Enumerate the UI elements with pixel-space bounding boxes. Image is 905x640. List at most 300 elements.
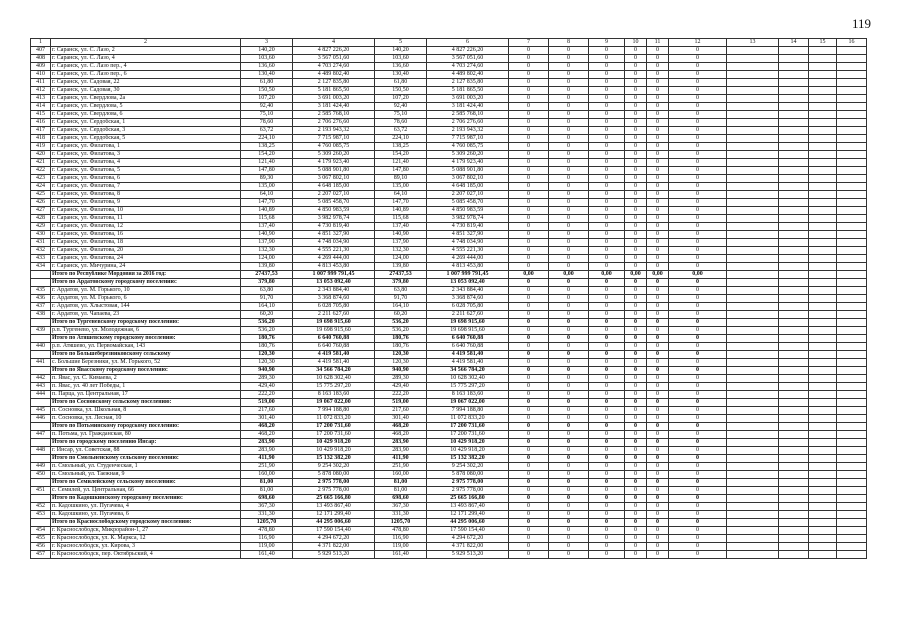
value-cell: 137,40: [375, 223, 427, 231]
value-cell: 0,00: [589, 271, 625, 279]
table-row: [31, 159, 867, 167]
value-cell: 0: [625, 535, 647, 543]
value-cell: 4 730 819,40: [427, 223, 509, 231]
value-cell: [837, 415, 867, 423]
value-cell: 940,90: [241, 367, 293, 375]
value-cell: 0: [647, 63, 669, 71]
value-cell: 0: [509, 295, 549, 303]
value-cell: 0,00: [625, 271, 647, 279]
value-cell: 0: [509, 207, 549, 215]
value-cell: 7 715 987,10: [293, 135, 375, 143]
value-cell: 0: [647, 311, 669, 319]
table-row: [31, 383, 867, 391]
value-cell: 0: [549, 455, 589, 463]
value-cell: 19 698 915,60: [427, 319, 509, 327]
value-cell: 0: [549, 111, 589, 119]
value-cell: 0: [669, 375, 727, 383]
value-cell: 0: [647, 167, 669, 175]
value-cell: 0: [549, 495, 589, 503]
value-cell: 140,90: [241, 231, 293, 239]
value-cell: [837, 191, 867, 199]
value-cell: [809, 479, 837, 487]
value-cell: 0: [589, 79, 625, 87]
value-cell: 0: [647, 503, 669, 511]
value-cell: [837, 223, 867, 231]
page-number: 119: [851, 16, 871, 31]
column-header: 3: [241, 39, 293, 47]
value-cell: 0: [669, 231, 727, 239]
value-cell: 119,00: [375, 543, 427, 551]
value-cell: 0: [589, 231, 625, 239]
value-cell: 0: [509, 71, 549, 79]
value-cell: 0: [647, 239, 669, 247]
value-cell: [727, 199, 779, 207]
value-cell: 0: [669, 447, 727, 455]
value-cell: [727, 399, 779, 407]
row-number-cell: 439: [31, 327, 51, 335]
value-cell: 0: [549, 303, 589, 311]
value-cell: [837, 551, 867, 559]
value-cell: 0: [625, 87, 647, 95]
value-cell: 0: [669, 143, 727, 151]
table-row: [31, 295, 867, 303]
value-cell: [809, 351, 837, 359]
row-number-cell: 424: [31, 183, 51, 191]
value-cell: 0: [509, 79, 549, 87]
value-cell: [779, 47, 809, 55]
column-header: 15: [809, 39, 837, 47]
value-cell: [727, 255, 779, 263]
row-number-cell: [31, 519, 51, 527]
value-cell: 0: [625, 119, 647, 127]
value-cell: 6 640 760,88: [427, 335, 509, 343]
value-cell: [779, 415, 809, 423]
value-cell: [727, 495, 779, 503]
value-cell: [779, 359, 809, 367]
value-cell: [779, 439, 809, 447]
value-cell: 0: [589, 543, 625, 551]
value-cell: [779, 399, 809, 407]
row-number-cell: 451: [31, 487, 51, 495]
table-row: [31, 199, 867, 207]
value-cell: 3 368 874,60: [427, 295, 509, 303]
value-cell: 0: [589, 463, 625, 471]
value-cell: 0: [625, 295, 647, 303]
value-cell: 92,40: [375, 103, 427, 111]
value-cell: [837, 455, 867, 463]
value-cell: [809, 455, 837, 463]
value-cell: [779, 487, 809, 495]
value-cell: 5 088 901,80: [427, 167, 509, 175]
value-cell: 0: [625, 431, 647, 439]
value-cell: 13 053 092,40: [293, 279, 375, 287]
value-cell: 0,00: [509, 271, 549, 279]
value-cell: 0: [625, 71, 647, 79]
value-cell: [809, 191, 837, 199]
value-cell: 2 706 276,60: [293, 119, 375, 127]
value-cell: 0: [647, 247, 669, 255]
value-cell: 0: [509, 215, 549, 223]
column-header: 6: [427, 39, 509, 47]
value-cell: 0: [669, 543, 727, 551]
table-total-row: [31, 399, 867, 407]
value-cell: 0: [549, 247, 589, 255]
value-cell: [837, 423, 867, 431]
value-cell: 0: [509, 63, 549, 71]
value-cell: 0: [625, 47, 647, 55]
value-cell: 0: [647, 343, 669, 351]
value-cell: 124,00: [375, 255, 427, 263]
value-cell: [837, 127, 867, 135]
value-cell: 0: [549, 199, 589, 207]
value-cell: 0: [669, 359, 727, 367]
value-cell: 5 878 080,00: [427, 471, 509, 479]
row-number-cell: [31, 455, 51, 463]
value-cell: [779, 311, 809, 319]
value-cell: [727, 207, 779, 215]
value-cell: 4 703 274,60: [293, 63, 375, 71]
value-cell: 0: [647, 287, 669, 295]
value-cell: 0: [589, 295, 625, 303]
value-cell: 4 813 453,80: [293, 263, 375, 271]
value-cell: [779, 63, 809, 71]
value-cell: [837, 479, 867, 487]
column-header: 1: [31, 39, 51, 47]
value-cell: [809, 543, 837, 551]
value-cell: [809, 55, 837, 63]
value-cell: [727, 487, 779, 495]
value-cell: 180,76: [375, 343, 427, 351]
value-cell: 0: [647, 447, 669, 455]
row-number-cell: 441: [31, 359, 51, 367]
value-cell: 0: [647, 151, 669, 159]
value-cell: 6 640 760,88: [427, 343, 509, 351]
value-cell: 0: [549, 167, 589, 175]
row-number-cell: 407: [31, 47, 51, 55]
value-cell: [779, 327, 809, 335]
value-cell: 0: [589, 55, 625, 63]
value-cell: [809, 527, 837, 535]
value-cell: 0: [589, 151, 625, 159]
value-cell: 0: [509, 119, 549, 127]
row-number-cell: 437: [31, 303, 51, 311]
value-cell: 0: [669, 551, 727, 559]
address-cell: п. Кадошкино, ул. Пугачева, 6: [51, 511, 241, 519]
value-cell: 0: [625, 223, 647, 231]
value-cell: 150,50: [241, 87, 293, 95]
value-cell: [809, 495, 837, 503]
value-cell: 17 200 731,60: [427, 423, 509, 431]
value-cell: 0: [625, 79, 647, 87]
table-row: [31, 191, 867, 199]
column-header: 9: [589, 39, 625, 47]
table-row: [31, 447, 867, 455]
value-cell: 468,20: [375, 423, 427, 431]
value-cell: 0: [589, 287, 625, 295]
value-cell: [809, 399, 837, 407]
value-cell: [837, 63, 867, 71]
value-cell: 0: [549, 391, 589, 399]
value-cell: 217,60: [375, 407, 427, 415]
value-cell: 180,76: [241, 335, 293, 343]
value-cell: [809, 103, 837, 111]
table-row: [31, 111, 867, 119]
value-cell: 0: [625, 231, 647, 239]
table-row: [31, 343, 867, 351]
value-cell: 0: [589, 143, 625, 151]
value-cell: 0: [509, 463, 549, 471]
table-row: [31, 263, 867, 271]
value-cell: 0: [647, 327, 669, 335]
value-cell: 301,40: [241, 415, 293, 423]
value-cell: 154,20: [241, 151, 293, 159]
value-cell: 519,00: [375, 399, 427, 407]
value-cell: 0: [549, 255, 589, 263]
value-cell: [809, 263, 837, 271]
value-cell: 536,20: [375, 327, 427, 335]
value-cell: 2 207 027,10: [427, 191, 509, 199]
value-cell: [727, 511, 779, 519]
value-cell: 0: [647, 55, 669, 63]
value-cell: 160,00: [241, 471, 293, 479]
value-cell: 0: [647, 127, 669, 135]
value-cell: 0: [647, 551, 669, 559]
value-cell: 0: [669, 119, 727, 127]
value-cell: 4 419 581,40: [427, 359, 509, 367]
address-cell: Итого по Потьминскому городскому поселению:: [51, 423, 241, 431]
value-cell: 0: [625, 375, 647, 383]
value-cell: [809, 143, 837, 151]
value-cell: 0: [549, 95, 589, 103]
value-cell: 4 269 444,00: [293, 255, 375, 263]
value-cell: 0: [647, 263, 669, 271]
table-total-row: [31, 479, 867, 487]
address-cell: Итого по Смольненскому сельскому поселению:: [51, 455, 241, 463]
address-cell: п. Явас, ул. С. Кимаева, 2: [51, 375, 241, 383]
value-cell: 78,60: [375, 119, 427, 127]
value-cell: [779, 119, 809, 127]
value-cell: 536,20: [241, 327, 293, 335]
value-cell: [809, 423, 837, 431]
table-total-row: [31, 279, 867, 287]
value-cell: 0: [509, 351, 549, 359]
value-cell: 379,80: [375, 279, 427, 287]
value-cell: [779, 303, 809, 311]
value-cell: 81,00: [375, 487, 427, 495]
value-cell: 0: [625, 311, 647, 319]
value-cell: 180,76: [375, 335, 427, 343]
value-cell: 5 085 458,70: [293, 199, 375, 207]
value-cell: 0: [509, 471, 549, 479]
value-cell: 0: [589, 159, 625, 167]
value-cell: 0: [625, 367, 647, 375]
value-cell: [727, 79, 779, 87]
value-cell: 140,89: [375, 207, 427, 215]
value-cell: 2 975 778,00: [427, 487, 509, 495]
value-cell: 4 555 221,30: [427, 247, 509, 255]
value-cell: 0: [669, 527, 727, 535]
value-cell: 0: [669, 319, 727, 327]
address-cell: г. Саранск, ул. С. Лазо пер., 6: [51, 71, 241, 79]
value-cell: 0: [669, 95, 727, 103]
address-cell: г. Саранск, ул. Филатова, 7: [51, 183, 241, 191]
value-cell: [779, 127, 809, 135]
value-cell: 0: [509, 111, 549, 119]
value-cell: 1205,70: [241, 519, 293, 527]
value-cell: 468,20: [241, 423, 293, 431]
row-number-cell: [31, 399, 51, 407]
value-cell: 0: [647, 135, 669, 143]
value-cell: 0: [549, 287, 589, 295]
value-cell: [779, 167, 809, 175]
value-cell: 0: [589, 471, 625, 479]
value-cell: [837, 343, 867, 351]
value-cell: 135,00: [241, 183, 293, 191]
value-cell: 0: [509, 255, 549, 263]
value-cell: [837, 543, 867, 551]
value-cell: [727, 439, 779, 447]
value-cell: 19 698 915,60: [427, 327, 509, 335]
row-number-cell: 422: [31, 167, 51, 175]
value-cell: 61,80: [375, 79, 427, 87]
value-cell: 138,25: [375, 143, 427, 151]
value-cell: 0: [549, 415, 589, 423]
value-cell: 2 975 778,00: [293, 479, 375, 487]
address-cell: Итого по Большеберезниковскому сельскому: [51, 351, 241, 359]
value-cell: 0: [625, 463, 647, 471]
value-cell: 3 181 424,40: [427, 103, 509, 111]
value-cell: [809, 87, 837, 95]
value-cell: 0: [625, 103, 647, 111]
value-cell: 0: [669, 215, 727, 223]
value-cell: [727, 335, 779, 343]
value-cell: 4 851 327,90: [427, 231, 509, 239]
value-cell: 429,40: [241, 383, 293, 391]
value-cell: 0: [589, 399, 625, 407]
value-cell: 107,20: [241, 95, 293, 103]
value-cell: 0: [625, 287, 647, 295]
value-cell: [809, 335, 837, 343]
value-cell: 17 590 154,40: [293, 527, 375, 535]
value-cell: 0: [509, 487, 549, 495]
value-cell: 0: [647, 455, 669, 463]
table-row: [31, 543, 867, 551]
value-cell: 0: [647, 87, 669, 95]
value-cell: 0: [589, 439, 625, 447]
table-row: [31, 47, 867, 55]
value-cell: 4 760 085,75: [427, 143, 509, 151]
value-cell: 120,30: [375, 351, 427, 359]
value-cell: [809, 95, 837, 103]
value-cell: [837, 407, 867, 415]
value-cell: 0: [669, 207, 727, 215]
column-header: 13: [727, 39, 779, 47]
value-cell: [809, 431, 837, 439]
value-cell: 10 628 302,40: [427, 375, 509, 383]
value-cell: 0: [589, 359, 625, 367]
value-cell: [809, 167, 837, 175]
row-number-cell: 440: [31, 343, 51, 351]
value-cell: 64,10: [375, 191, 427, 199]
row-number-cell: 455: [31, 535, 51, 543]
address-cell: п. Явас, ул. 40 лет Победы, 1: [51, 383, 241, 391]
value-cell: 0: [669, 519, 727, 527]
address-cell: г. Саранск, ул. Филатова, 20: [51, 247, 241, 255]
value-cell: 0: [509, 151, 549, 159]
value-cell: [779, 223, 809, 231]
value-cell: 5 309 260,20: [293, 151, 375, 159]
value-cell: 0: [647, 375, 669, 383]
value-cell: [727, 191, 779, 199]
value-cell: 0: [589, 71, 625, 79]
value-cell: 0: [509, 231, 549, 239]
value-cell: 0: [549, 135, 589, 143]
value-cell: 0,00: [647, 271, 669, 279]
value-cell: [779, 447, 809, 455]
value-cell: 3 567 051,60: [293, 55, 375, 63]
value-cell: 34 566 784,20: [293, 367, 375, 375]
table-row: [31, 463, 867, 471]
value-cell: 0: [589, 447, 625, 455]
value-cell: 301,40: [375, 415, 427, 423]
value-cell: 698,60: [375, 495, 427, 503]
value-cell: [809, 183, 837, 191]
value-cell: 0: [625, 455, 647, 463]
value-cell: 0: [509, 143, 549, 151]
value-cell: 2 193 943,32: [293, 127, 375, 135]
table-row: [31, 311, 867, 319]
address-cell: г. Саранск, ул. Свердлова, 6: [51, 111, 241, 119]
value-cell: [837, 367, 867, 375]
value-cell: [837, 383, 867, 391]
value-cell: 0: [669, 311, 727, 319]
value-cell: 0: [669, 439, 727, 447]
value-cell: 2 193 943,32: [427, 127, 509, 135]
value-cell: 3 067 802,10: [293, 175, 375, 183]
value-cell: 3 067 802,10: [427, 175, 509, 183]
value-cell: 0: [647, 119, 669, 127]
value-cell: 331,30: [375, 511, 427, 519]
value-cell: [727, 239, 779, 247]
value-cell: [779, 335, 809, 343]
value-cell: [779, 535, 809, 543]
address-cell: г. Краснослободск, ул. Кирова, 3: [51, 543, 241, 551]
value-cell: 0: [625, 359, 647, 367]
value-cell: [727, 271, 779, 279]
address-cell: Итого по Республике Мордовия за 2016 год:: [51, 271, 241, 279]
value-cell: [837, 159, 867, 167]
address-cell: п. Кадошкино, ул. Пугачева, 4: [51, 503, 241, 511]
value-cell: [809, 511, 837, 519]
value-cell: 0: [625, 415, 647, 423]
value-cell: 0: [509, 303, 549, 311]
value-cell: 0: [647, 487, 669, 495]
value-cell: 5 088 901,80: [293, 167, 375, 175]
value-cell: [837, 103, 867, 111]
value-cell: [837, 111, 867, 119]
value-cell: [809, 415, 837, 423]
value-cell: 0: [589, 375, 625, 383]
value-cell: 0: [647, 431, 669, 439]
row-number-cell: 445: [31, 407, 51, 415]
value-cell: 9 254 302,20: [427, 463, 509, 471]
value-cell: 147,70: [241, 199, 293, 207]
column-header: 4: [293, 39, 375, 47]
value-cell: 468,20: [241, 431, 293, 439]
value-cell: 0: [625, 319, 647, 327]
value-cell: 2 585 768,10: [293, 111, 375, 119]
value-cell: [779, 367, 809, 375]
